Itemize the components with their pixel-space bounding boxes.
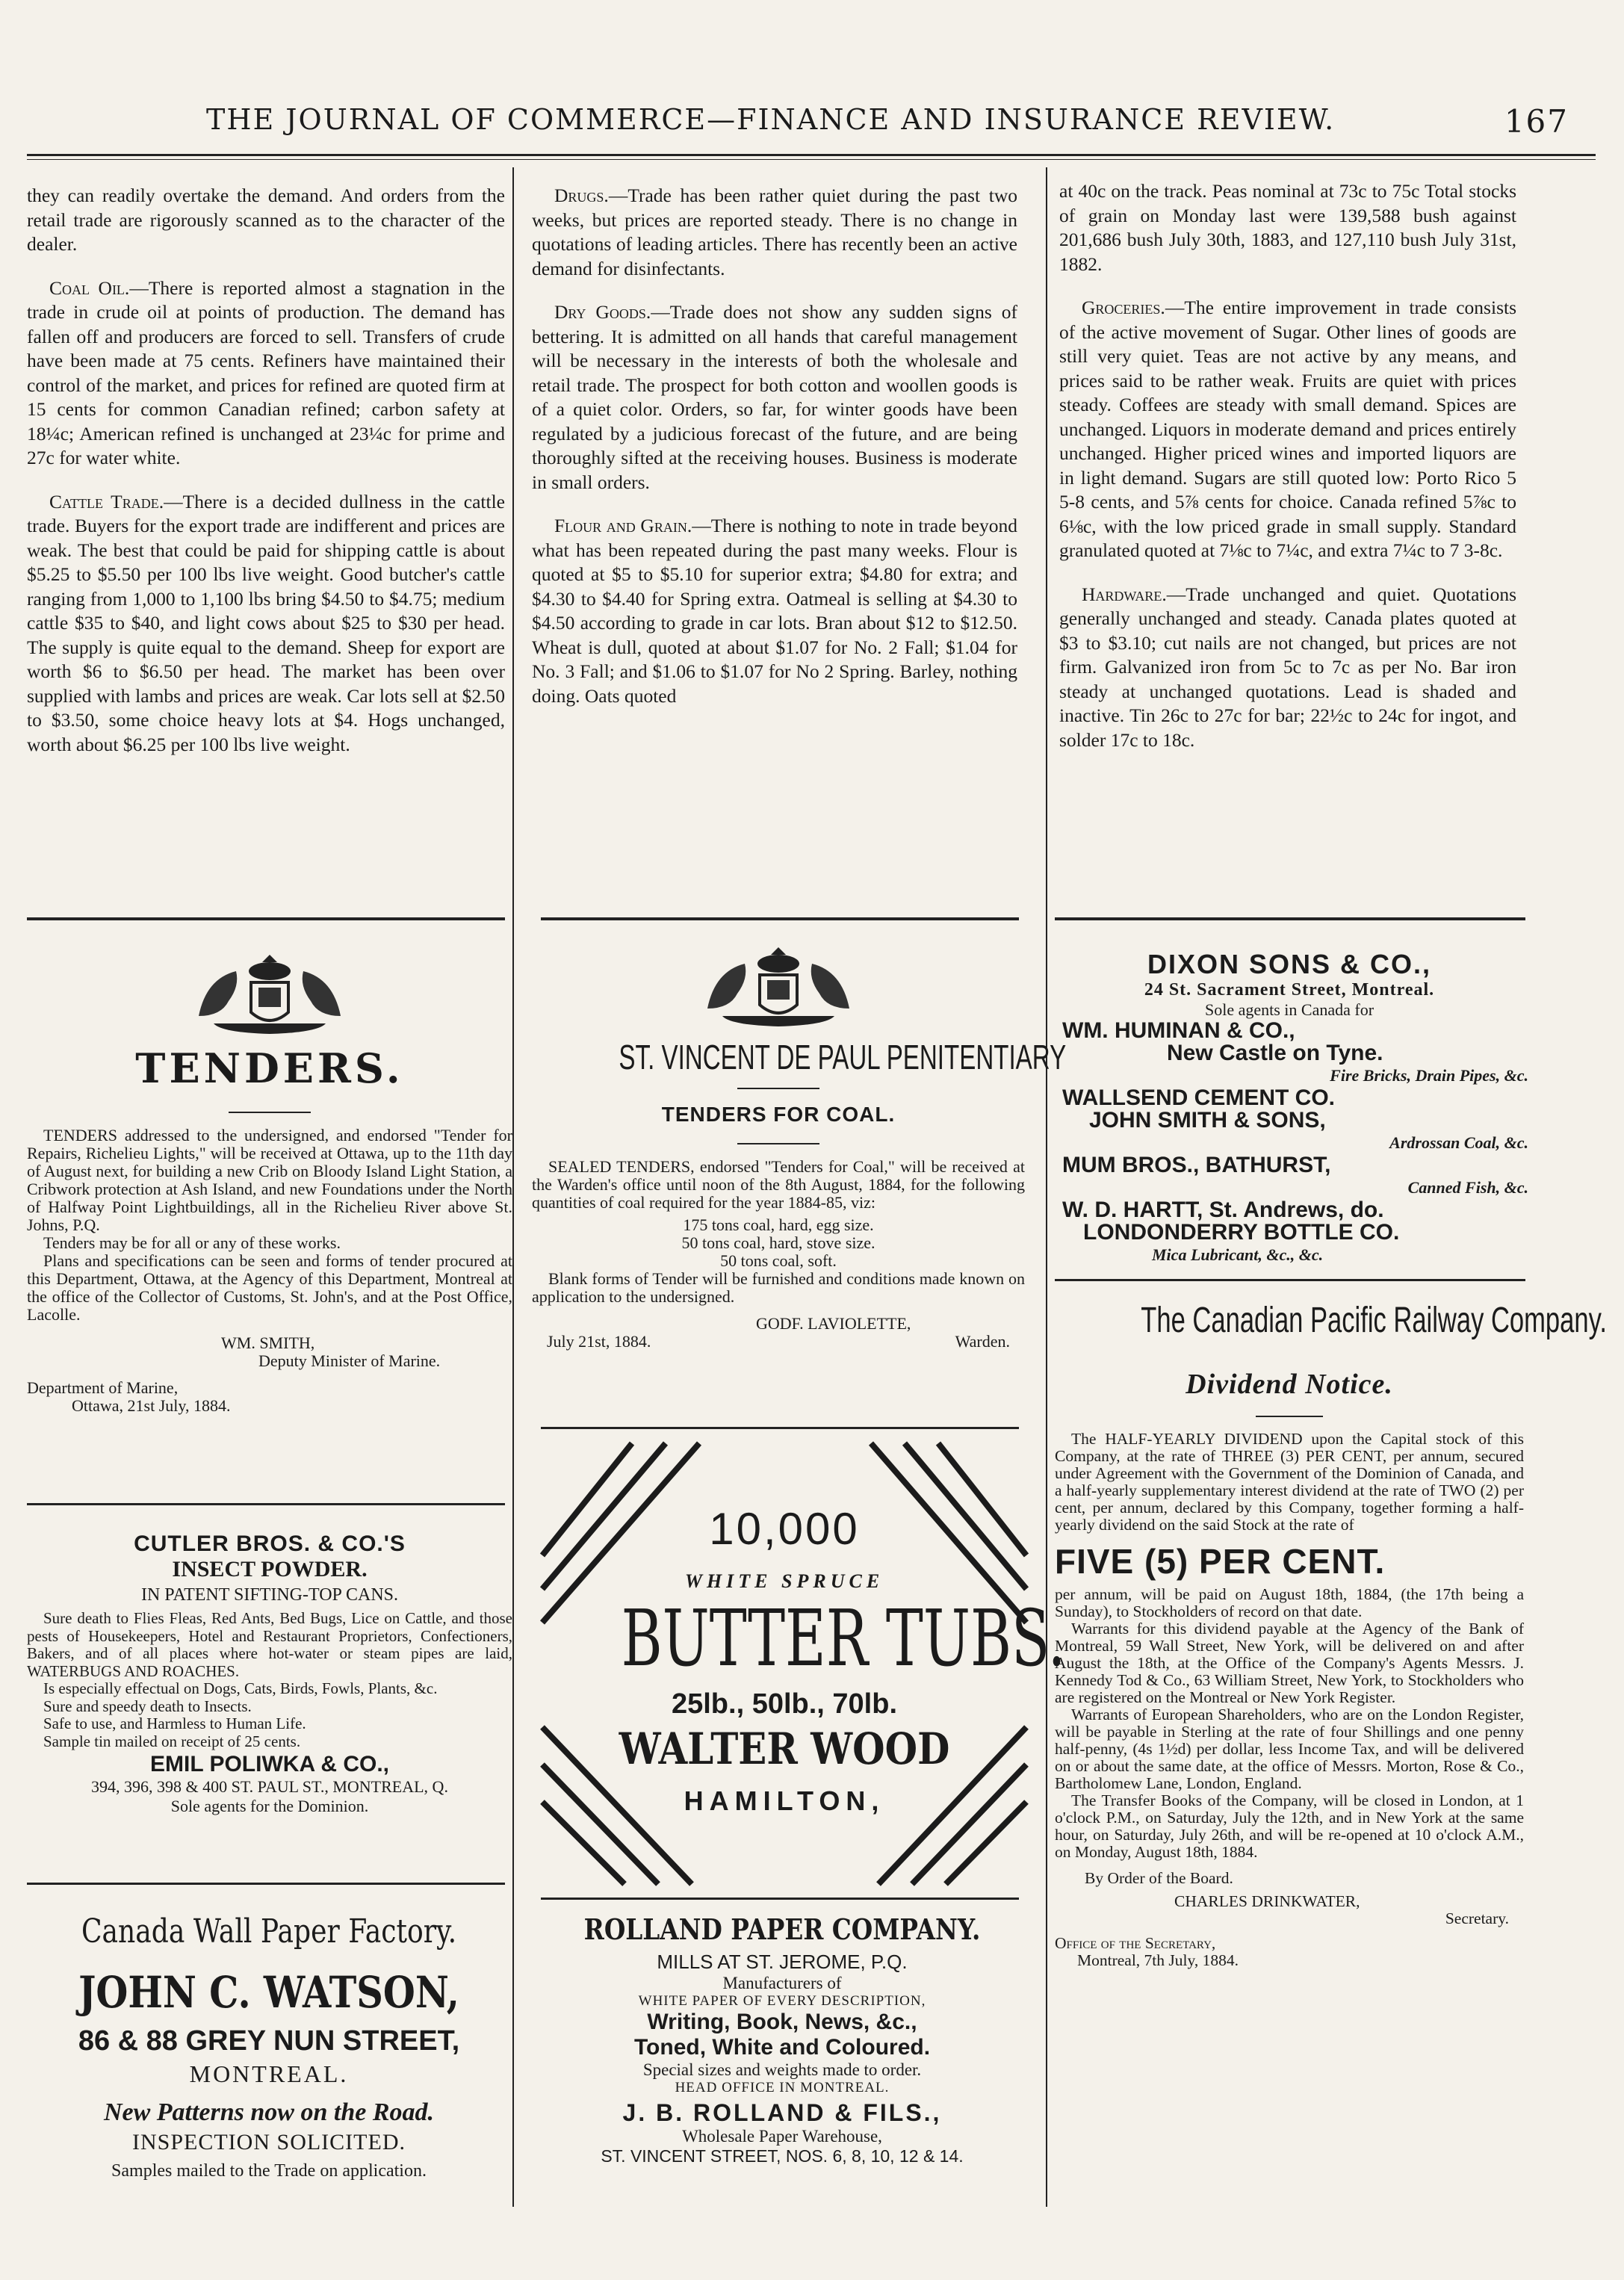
ad-paragraph: Safe to use, and Harmless to Human Life. xyxy=(43,1714,306,1732)
article-body: —The entire improvement in trade consists of the active movement of Sugar. Other lines of goods are still very quiet. Teas are not active by any means, and prices said to be rather weak. Fruits are quiet with prices steady. Coffees are steady with small demand. Spices are unchanged. Liquors in moderate demand and prices entirely unchanged. Higher priced wines and imported liquors are in light demand. Sugars are still quoted low: Porto Rico 5 5-8 cents, and 5⅞ cents for choice. Canada refined 5⅞c to 6⅛c, with the low priced grade in small supply. Standard granulated quoted at 7⅛c to 7¼c, and extra 7¼c to 7 3-8c. xyxy=(1059,297,1516,561)
page-number: 167 xyxy=(1504,103,1569,140)
signer: GODF. LAVIOLETTE, xyxy=(756,1314,911,1333)
tender-notice: SEALED TENDERS, endorsed "Tenders for Coal," will be received at the Warden's office until noon of the 8th August, 1884, for the following quantities of coal required for the year 1884-85, viz: xyxy=(532,1157,1025,1212)
divider xyxy=(737,1143,819,1144)
warehouse: Wholesale Paper Warehouse, xyxy=(682,2127,882,2146)
agent-note: Sole agents for the Dominion. xyxy=(170,1797,369,1815)
product-name: BUTTER TUBS. xyxy=(621,1593,1066,1684)
ad-title: DIXON SONS & CO., xyxy=(1147,949,1432,979)
section-rule xyxy=(27,1883,505,1885)
wall-paper-ad xyxy=(22,1912,515,2181)
section-rule xyxy=(541,1427,1019,1429)
dividend-paragraph: The Transfer Books of the Company, will be closed in London, at 1 o'clock P.M., on Saturday, July the 12th, and in New York at the same hour, on Saturday, July 26th, and will be re-opened at 10 o'clock A.M., on Monday, August 18th, 1884. xyxy=(1055,1791,1524,1861)
article-paragraph xyxy=(532,184,1017,281)
maker-city: HAMILTON, xyxy=(684,1785,885,1816)
dixon-sons-ad xyxy=(1050,949,1528,1266)
place-date: Ottawa, 21st July, 1884. xyxy=(72,1396,231,1415)
signer-title: Warden. xyxy=(955,1332,1010,1351)
article-body: —There is nothing to note in trade beyond what has been repeated during the past many weeks. Flour is quoted at $5 to $5.10 for superior extra; $4.80 for extra; and $4.30 to $4.40 for Spring extra. Oatmeal is selling at $4.30 to $4.50 according to grade in car lots. Bran about $12 to $12.50. Wheat is dull, quoted at about $1.07 for No. 2 Fall; $1.04 for No. 3 Fall; and $1.06 to $1.07 for No 2 Spring. Barley, nothing doing. Oats quoted xyxy=(532,515,1017,707)
section-rule xyxy=(27,917,505,920)
market-column-3 xyxy=(1059,179,1516,772)
column-divider xyxy=(1046,167,1047,2207)
coal-item: 175 tons coal, hard, egg size. xyxy=(683,1215,874,1234)
signer-title: Deputy Minister of Marine. xyxy=(258,1351,441,1370)
ad-title: CUTLER BROS. & CO.'S xyxy=(134,1531,406,1556)
article-paragraph xyxy=(27,490,505,758)
header-rule-2 xyxy=(27,159,1596,160)
office-line: Office of the Secretary, xyxy=(1055,1934,1216,1952)
article-heading: Coal Oil. xyxy=(49,276,130,299)
article-heading: Flour and Grain. xyxy=(554,515,692,536)
agency-item: WM. HUMINAN & CO., xyxy=(1062,1018,1295,1043)
maker-name: WALTER WOOD xyxy=(619,1723,950,1774)
agency-item: Mica Lubricant, &c., &c. xyxy=(1152,1245,1324,1264)
section-rule xyxy=(1055,1279,1525,1281)
article-body: —Trade unchanged and quiet. Quotations generally unchanged and steady. Canada plates quoted at $3 to $3.10; cut nails are not changed, but prices are not firm. Galvanized iron from 5c to 7c as per No. Bar iron steady at unchanged quotations. Lead is shaded and inactive. Tin 26c to 27c for bar; 22½c to 24c for ingot, and solder 17c to 18c. xyxy=(1059,583,1516,751)
dividend-rate: FIVE (5) PER CENT. xyxy=(1055,1542,1386,1581)
department: Department of Marine, xyxy=(27,1378,179,1397)
article-paragraph: at 40c on the track. Peas nominal at 73c to 75c Total stocks of grain on Monday last were 139,588 bush against 201,686 bush July 30th, 1883, and 127,110 bush July 31st, 1882. xyxy=(1059,180,1516,275)
article-body: —There is reported almost a stagnation in the trade in crude oil at points of production. The demand has fallen off and producers are forced to sell. Transfers of crude have been made at 75 cents. Refiners have maintained their control of the market, and prices for refined are quoted firm at 15 cents for common Canadian refined; carbon safety at 18¼c; American refined is unchanged at 23¼c for prime and 27c for water white. xyxy=(27,276,505,468)
article-paragraph xyxy=(532,300,1017,495)
butter-tubs-ad xyxy=(535,1436,1066,1892)
agent-name: EMIL POLIWKA & CO., xyxy=(150,1752,389,1776)
agency-item: JOHN SMITH & SONS, xyxy=(1089,1108,1326,1133)
agency-item: LONDONDERRY BOTTLE CO. xyxy=(1083,1220,1400,1245)
divider xyxy=(229,1112,311,1113)
order-line: By Order of the Board. xyxy=(1085,1869,1233,1887)
article-body: —Trade does not show any sudden signs of bettering. It is admitted on all hands that careful management will be necessary in the interests of both the wholesale and retail trade. The prospect for both cotton and woollen goods is of a quiet color. Orders, so far, for winter goods have been regulated by a judicious forecast of the future, and are being thoroughly sifted at the receiving houses. Business is moderate in small orders. xyxy=(532,301,1017,493)
insect-powder-ad xyxy=(27,1531,512,1816)
ad-title: Canada Wall Paper Factory. xyxy=(81,1912,457,1951)
tender-notice: TENDERS addressed to the undersigned, and endorsed "Tender for Repairs, Richelieu Lights," will be received at Ottawa, up to the 11th day of August next, for building a new Crib on Bloody Island Light Station, a Cribwork protection at Ash Island, and new Foundations under the North of Halfway Point Lightbuildings, all in the Richelieu River above St. Johns, P.Q. xyxy=(27,1126,512,1234)
mills: MILLS AT ST. JEROME, P.Q. xyxy=(657,1951,908,1973)
manufacturers: Manufacturers of xyxy=(722,1974,842,1992)
date-line xyxy=(532,1333,1025,1351)
agency-list xyxy=(1050,1020,1528,1266)
penitentiary-ad xyxy=(532,941,1067,1351)
ad-title: ST. VINCENT DE PAUL PENITENTIARY xyxy=(619,1038,1067,1077)
article-paragraph: they can readily overtake the demand. And orders from the retail trade are rigorously scanned as to the character of the dealer. xyxy=(27,185,505,255)
ad-paragraph: Is especially effectual on Dogs, Cats, Birds, Fowls, Plants, &c. xyxy=(43,1679,438,1697)
divider xyxy=(737,1088,819,1089)
ad-subtitle: IN PATENT SIFTING-TOP CANS. xyxy=(140,1585,399,1605)
column-divider xyxy=(512,167,514,2207)
city: MONTREAL. xyxy=(189,2060,349,2087)
section-rule xyxy=(541,917,1019,920)
dividend-paragraph: Warrants for this dividend payable at the Agency of the Bank of Montreal, 59 Wall Street, New York, will be delivered on and after August the 18th, at the Office of the Company's Agents Messrs. J. Kennedy Tod & Co., 63 William Street, New York, to Stockholders who are registered on the Montreal or New York Register. xyxy=(1055,1620,1524,1706)
coal-item: 50 tons coal, hard, stove size. xyxy=(681,1233,875,1252)
article-heading: Cattle Trade. xyxy=(49,490,164,512)
signer-title: Secretary. xyxy=(1445,1909,1509,1927)
article-body: —Trade has been rather quiet during the past two weeks, but prices are reported steady. There is no change in quotations of leading articles. There has recently been an active demand for disinfectants. xyxy=(532,185,1017,279)
ad-title: INSECT POWDER. xyxy=(172,1557,368,1582)
ad-paragraph: Sure death to Flies Fleas, Red Ants, Bed Bugs, Lice on Cattle, and those pests of Housekeepers, Hotel and Restaurant Proprietors, Confectioners, Bakers, and of all places where hot-water or steam pipes are laid, WATERBUGS AND ROACHES. xyxy=(27,1609,512,1680)
ad-body xyxy=(27,1127,512,1415)
article-heading: Drugs. xyxy=(554,185,609,206)
section-rule xyxy=(27,1503,505,1505)
royal-crest-icon xyxy=(678,941,879,1031)
firm-name: J. B. ROLLAND & FILS., xyxy=(622,2099,942,2126)
agency-item: Fire Bricks, Drain Pipes, &c. xyxy=(1330,1066,1528,1085)
tub-sizes: 25lb., 50lb., 70lb. xyxy=(671,1688,897,1720)
dividend-paragraph: per annum, will be paid on August 18th, 1884, (the 17th being a Sunday), to Stockholders of record on that date. xyxy=(1055,1585,1524,1620)
special-sizes: Special sizes and weights made to order. xyxy=(642,2060,922,2079)
rolland-paper-ad xyxy=(532,1912,1032,2166)
ad-paragraph: Sure and speedy death to Insects. xyxy=(43,1697,252,1715)
tender-note: Plans and specifications can be seen and forms of tender procured at this Department, Ottawa, at the Agency of this Department, Montreal at the office of the Collector of Customs, St. John's, and at the Post Office, Lacolle. xyxy=(27,1251,512,1324)
article-paragraph xyxy=(27,276,505,471)
tender-note: Tenders may be for all or any of these works. xyxy=(43,1233,341,1252)
quantity: 10,000 xyxy=(709,1504,860,1554)
ad-title: TENDERS. xyxy=(135,1044,404,1092)
paper-desc: WHITE PAPER OF EVERY DESCRIPTION, xyxy=(638,1993,926,2009)
article-paragraph xyxy=(1059,296,1516,563)
paper-types: Writing, Book, News, &c., xyxy=(647,2010,917,2034)
tagline: New Patterns now on the Road. xyxy=(103,2098,435,2126)
agency-item: Ardrossan Coal, &c. xyxy=(1389,1133,1528,1152)
article-heading: Hardware. xyxy=(1082,583,1167,605)
ad-subtitle: TENDERS FOR COAL. xyxy=(661,1103,896,1126)
section-rule xyxy=(541,1898,1019,1900)
article-heading: Groceries. xyxy=(1082,297,1165,318)
samples-note: Samples mailed to the Trade on application. xyxy=(111,2161,427,2181)
dividend-paragraph: The HALF-YEARLY DIVIDEND upon the Capital stock of this Company, at the rate of THREE (3) PER CENT, per annum, secured under Agreement with the Government of the Dominion of Canada, and a half-yearly supplementary interest dividend at the rate of TWO (2) per cent, per annum, declared by this Company, together forming a half-yearly dividend on the said Stock at the rate of xyxy=(1055,1430,1524,1534)
ad-paragraph: Sample tin mailed on receipt of 25 cents. xyxy=(43,1732,301,1750)
street-address: 86 & 88 GREY NUN STREET, xyxy=(78,2025,460,2057)
article-paragraph xyxy=(1059,583,1516,753)
journal-title: THE JOURNAL OF COMMERCE—FINANCE AND INSURANCE REVIEW. xyxy=(206,103,1336,136)
section-rule xyxy=(1055,917,1525,920)
tender-note: Blank forms of Tender will be furnished and conditions made known on application to the undersigned. xyxy=(532,1269,1025,1306)
signer: WM. SMITH, xyxy=(221,1333,315,1352)
inspection-note: INSPECTION SOLICITED. xyxy=(132,2130,406,2154)
ad-body xyxy=(532,1158,1025,1351)
article-paragraph xyxy=(532,514,1017,708)
agency-item: MUM BROS., BATHURST, xyxy=(1062,1153,1331,1177)
ad-subtitle: Dividend Notice. xyxy=(1186,1369,1393,1400)
coal-item: 50 tons coal, soft. xyxy=(720,1251,837,1270)
firm-address: 24 St. Sacrament Street, Montreal. xyxy=(1144,980,1435,1000)
header-rule xyxy=(27,154,1596,156)
date: July 21st, 1884. xyxy=(547,1332,651,1351)
signer: CHARLES DRINKWATER, xyxy=(1174,1892,1360,1910)
market-column-2 xyxy=(532,184,1017,728)
ad-title: The Canadian Pacific Railway Company. xyxy=(1141,1301,1607,1340)
street-address: ST. VINCENT STREET, NOS. 6, 8, 10, 12 & 14. xyxy=(601,2146,964,2166)
dividend-paragraph: Warrants of European Shareholders, who are on the London Register, will be payable in Sterling at the rate of four Shillings and one penny half-penny, (4s 1½d) per dollar, less Income Tax, and will be delivered on or about the same date, at the office of Messrs. Morton, Rose & Co., Bartholomew Lane, London, England. xyxy=(1055,1706,1524,1792)
ad-body xyxy=(1050,1431,1528,1969)
agents-line: Sole agents in Canada for xyxy=(1204,1000,1374,1019)
ad-body xyxy=(27,1610,512,1750)
divider xyxy=(1256,1416,1323,1417)
cpr-dividend-ad xyxy=(1050,1300,1607,1969)
place-date: Montreal, 7th July, 1884. xyxy=(1077,1951,1239,1969)
agency-item: WALLSEND CEMENT CO. xyxy=(1062,1085,1335,1110)
head-office: HEAD OFFICE IN MONTREAL. xyxy=(675,2080,890,2095)
page-header xyxy=(27,97,1603,142)
royal-crest-icon xyxy=(169,949,371,1038)
proprietor-name: JOHN C. WATSON, xyxy=(78,1967,459,2018)
tenders-ad xyxy=(27,949,512,1502)
article-heading: Dry Goods. xyxy=(554,301,651,323)
agent-address: 394, 396, 398 & 400 ST. PAUL ST., MONTREAL, Q. xyxy=(91,1777,448,1796)
agency-item: New Castle on Tyne. xyxy=(1167,1041,1383,1065)
market-column-1 xyxy=(27,184,505,776)
agency-item: W. D. HARTT, St. Andrews, do. xyxy=(1062,1198,1384,1222)
paper-types: Toned, White and Coloured. xyxy=(633,2035,931,2060)
ad-title: ROLLAND PAPER COMPANY. xyxy=(583,1912,981,1946)
agency-item: Canned Fish, &c. xyxy=(1407,1178,1528,1197)
wood-kind: WHITE SPRUCE xyxy=(684,1570,884,1592)
article-body: —There is a decided dullness in the cattle trade. Buyers for the export trade are indifferent and prices are weak. The best that could be paid for shipping cattle is about $5.25 to $5.50 per 100 lbs live weight. Good butcher's cattle ranging from 1,000 to 1,100 lbs bring $4.50 to $4.75; medium cattle $35 to $40, and light cows about $25 to $30 per head. The supply is quite equal to the demand. Sheep for export are worth $6 to $6.50 per head. The market has been over supplied with lambs and prices are weak. Car lots sell at $2.50 to $3.50, some choice heavy lots at $4. Hogs unchanged, worth about $6.25 per 100 lbs live weight. xyxy=(27,490,506,755)
